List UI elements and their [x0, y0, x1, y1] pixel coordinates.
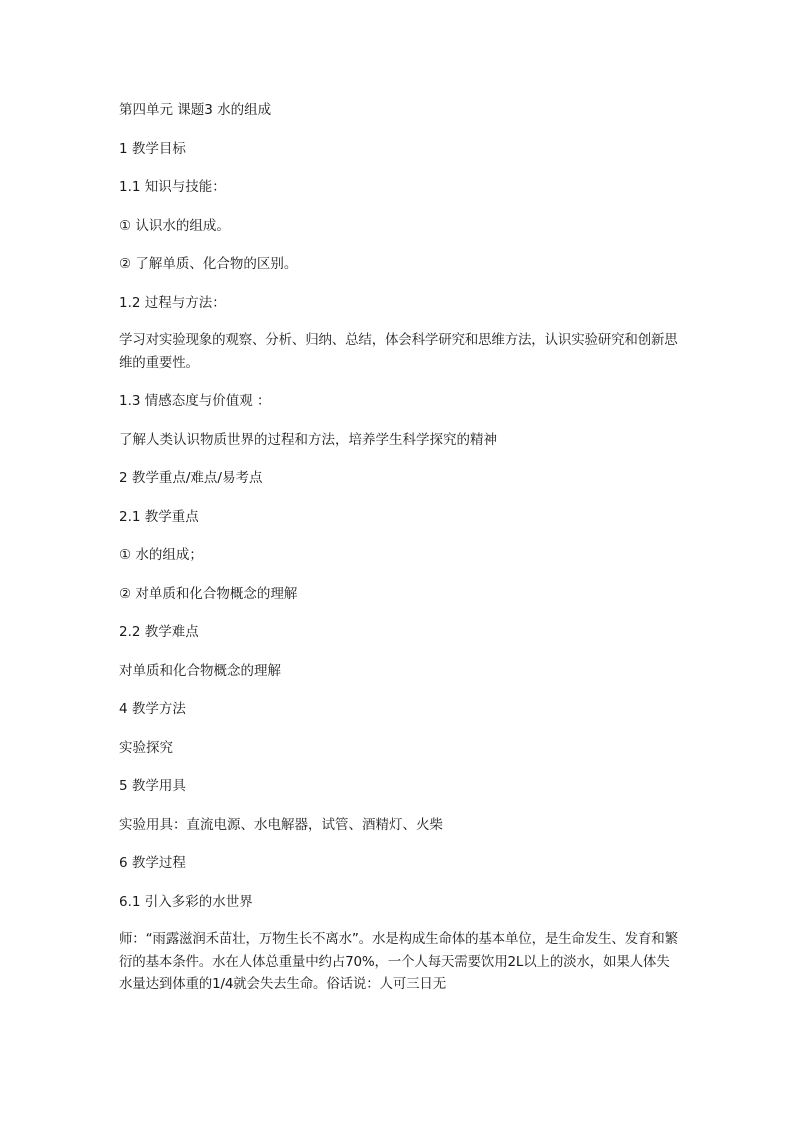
knowledge-item-1: ① 认识水的组成。 [119, 217, 230, 234]
process-heading: 1.2 过程与方法： [119, 294, 226, 311]
keypoints-heading: 2 教学重点/难点/易考点 [119, 470, 263, 486]
process-text: 学习对实验现象的观察、分析、归纳、总结，体会科学研究和思维方法，认识实验研究和创新思维的重要性。 [119, 332, 678, 371]
intro-heading: 6.1 引入多彩的水世界 [119, 893, 253, 910]
focus-heading: 2.1 教学重点 [119, 508, 199, 525]
emotion-text: 了解人类认识物质世界的过程和方法，培养学生科学探究的精神 [119, 431, 497, 448]
document-title: 第四单元 课题3 水的组成 [119, 102, 272, 118]
intro-text: 师：“雨露滋润禾苗壮，万物生长不离水”。水是构成生命体的基本单位，是生命发生、发育和繁衍的基本条件。水在人体总重量中约占70%，一个人每天需要饮用2L以上的淡水，如果人体失水量达到体重的1/4就会失去生命。俗话说：人可三日无 [119, 931, 678, 992]
method-text: 实验探究 [119, 739, 173, 756]
emotion-heading: 1.3 情感态度与价值观 ： [119, 393, 271, 409]
tools-heading: 5 教学用具 [119, 778, 186, 794]
goals-heading: 1 教学目标 [119, 140, 186, 157]
focus-item-2: ② 对单质和化合物概念的理解 [119, 585, 298, 602]
focus-item-1: ① 水的组成； [119, 547, 203, 563]
difficulty-text: 对单质和化合物概念的理解 [119, 662, 281, 679]
procedure-heading: 6 教学过程 [119, 855, 186, 871]
knowledge-item-2: ② 了解单质、化合物的区别。 [119, 256, 298, 272]
difficulty-heading: 2.2 教学难点 [119, 624, 199, 640]
tools-text: 实验用具：直流电源、水电解器，试管、酒精灯、火柴 [119, 816, 443, 833]
knowledge-heading: 1.1 知识与技能： [119, 179, 226, 195]
method-heading: 4 教学方法 [119, 701, 186, 717]
document-body [119, 98, 679, 996]
